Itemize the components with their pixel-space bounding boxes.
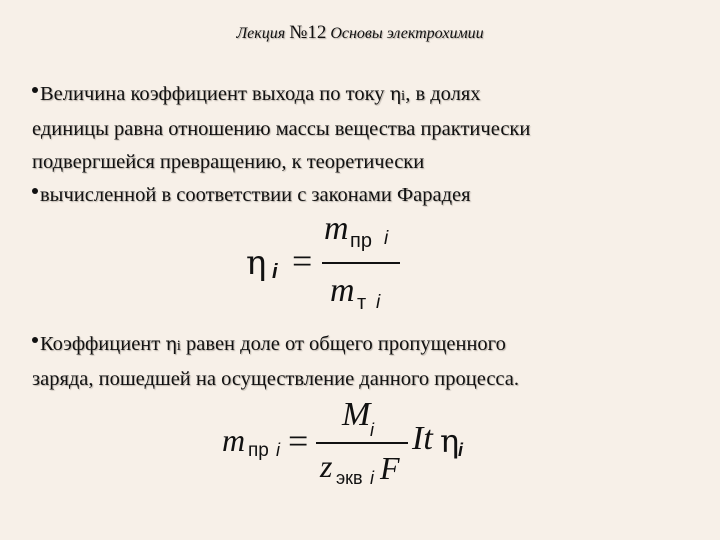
- eta-symbol: η: [389, 83, 402, 105]
- paragraph1-line1: Величина коэффициент выхода по току ηi, в долях: [32, 78, 702, 113]
- formula1-numerator-m: m: [324, 210, 349, 247]
- formula2-eta-index: i: [458, 440, 464, 460]
- paragraph1-line4: вычисленной в соответствии с законами Фарадея: [32, 179, 702, 212]
- formula2-fraction-bar: [316, 442, 408, 444]
- formula2-numerator-M: M: [342, 396, 371, 433]
- header-title: Основы электрохимии: [330, 25, 484, 42]
- header-number: №12: [289, 22, 327, 43]
- formula2-lhs-sub: пр: [248, 440, 269, 461]
- formula2-lhs-m: m: [222, 422, 246, 458]
- formula1-denominator-index: i: [376, 292, 381, 313]
- formula2-equals: =: [288, 421, 309, 461]
- formula1-denominator-sub: т: [357, 292, 367, 314]
- formula2-lhs-index: i: [276, 440, 280, 460]
- formula2-numerator-index: i: [370, 420, 374, 440]
- formula1-equals: =: [292, 241, 313, 281]
- formula1-numerator-index: i: [384, 228, 389, 249]
- formula1-denominator-m: m: [330, 272, 355, 309]
- formula2-denominator-sub: экв: [336, 468, 363, 488]
- paragraph1-line2: единицы равна отношению массы вещества практически: [32, 118, 531, 140]
- header-prefix: Лекция: [236, 25, 286, 42]
- paragraph2-line1: Коэффициент ηi равен доле от общего пропущенного: [32, 328, 702, 363]
- formula2-denominator-z: z: [320, 448, 333, 484]
- formula1-numerator-sub: пр: [350, 230, 372, 252]
- formula1-eta: η: [246, 243, 267, 283]
- formula2-denominator-index: i: [370, 468, 374, 488]
- formula2-It: It: [412, 420, 433, 457]
- formula1-lhs-index: i: [272, 261, 278, 283]
- formula2-denominator-F: F: [380, 450, 400, 486]
- paragraph1-line3: подвергшейся превращению, к теоретически: [32, 151, 425, 173]
- formula2-eta: η: [440, 422, 460, 460]
- eta-symbol: η: [165, 333, 177, 355]
- paragraph2-line2: заряда, пошедшей на осуществление данного процесса.: [32, 368, 520, 390]
